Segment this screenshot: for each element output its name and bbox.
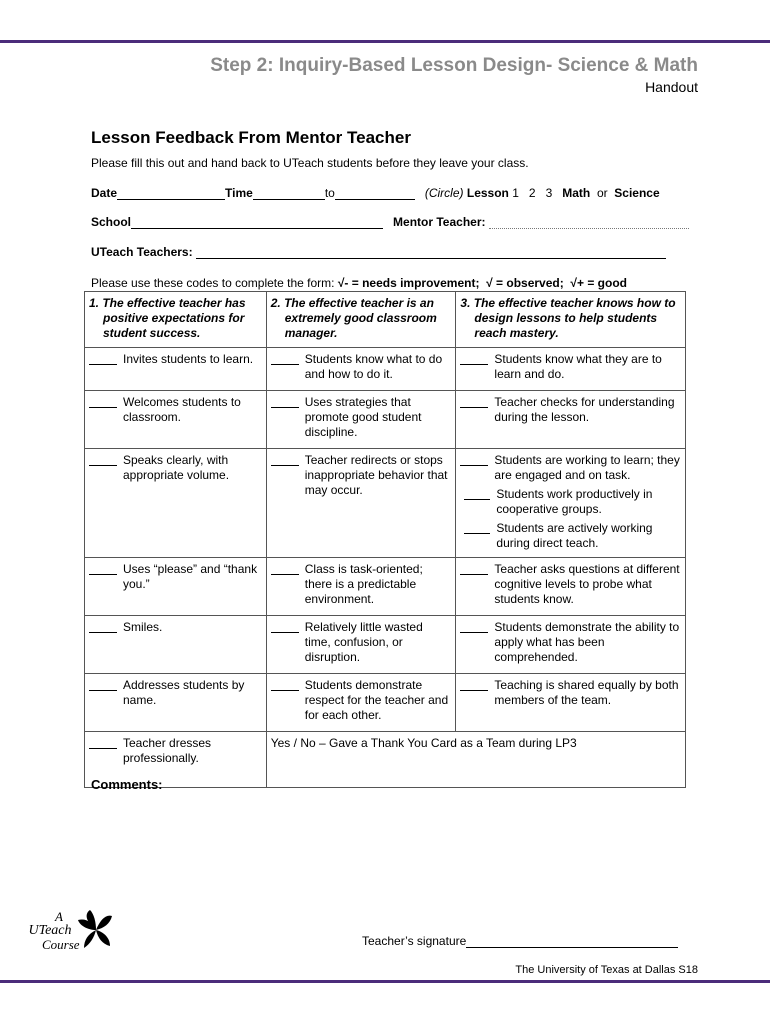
mentor-field[interactable] (489, 216, 689, 229)
table-row (85, 391, 686, 449)
criterion: Relatively little wasted time, confusion, or disruption. (304, 620, 423, 664)
rating-blank[interactable] (460, 353, 488, 365)
signature-field[interactable] (466, 935, 678, 948)
rating-blank[interactable] (271, 563, 299, 575)
header-col-2: 2. The effective teacher is an extremely good classroom manager. (266, 292, 456, 348)
or-label: or (596, 186, 608, 200)
criterion: Students are working to learn; they are engaged and on task. (494, 453, 680, 482)
feedback-table (84, 291, 686, 788)
top-rule (0, 40, 770, 43)
rating-blank[interactable] (89, 563, 117, 575)
uteach-label: UTeach Teachers: (91, 245, 193, 259)
bottom-rule (0, 980, 770, 983)
rating-blank[interactable] (89, 454, 117, 466)
rating-blank[interactable] (271, 454, 299, 466)
rating-blank[interactable] (271, 396, 299, 408)
criterion: Teacher redirects or stops inappropriate behavior that may occur. (304, 453, 448, 497)
logo-line-3: Course (42, 937, 80, 952)
thank-you-note[interactable]: Yes / No – Gave a Thank You Card as a Team during LP3 (266, 732, 685, 788)
table-row (85, 558, 686, 616)
logo-line-2: UTeach (28, 923, 72, 938)
school-line (91, 215, 689, 229)
criterion: Uses strategies that promote good student discipline. (304, 395, 422, 439)
rating-blank[interactable] (460, 563, 488, 575)
date-field[interactable] (117, 187, 225, 200)
criterion: Teacher dresses professionally. (123, 736, 212, 765)
rating-blank[interactable] (460, 396, 488, 408)
science-option[interactable]: Science (614, 186, 660, 200)
rating-blank[interactable] (464, 522, 490, 534)
codes-intro: Please use these codes to complete the form: (91, 276, 335, 290)
rating-blank[interactable] (271, 679, 299, 691)
footer-text: The University of Texas at Dallas S18 (515, 964, 698, 976)
table-row (85, 348, 686, 391)
code-needs-improvement: √- = needs improvement; (337, 276, 480, 290)
rating-blank[interactable] (89, 621, 117, 633)
rating-blank[interactable] (271, 353, 299, 365)
table-header-row (85, 292, 686, 348)
lesson-numbers[interactable]: 1 2 3 (512, 186, 553, 200)
comments-label: Comments: (91, 777, 163, 792)
date-time-line (91, 186, 660, 200)
criterion: Students know what to do and how to do it. (304, 352, 443, 381)
lesson-label: Lesson (466, 186, 509, 200)
rating-blank[interactable] (89, 737, 117, 749)
rating-blank[interactable] (464, 488, 490, 500)
rating-blank[interactable] (271, 621, 299, 633)
school-field[interactable] (131, 216, 383, 229)
code-good: √+ = good (570, 276, 627, 290)
criterion: Students work productively in cooperative groups. (496, 487, 653, 516)
rating-blank[interactable] (460, 454, 488, 466)
criterion: Teaching is shared equally by both members of the team. (494, 678, 679, 707)
criterion: Teacher asks questions at different cognitive levels to probe what students know. (494, 562, 680, 606)
instructions: Please fill this out and hand back to UTeach students before they leave your class. (91, 156, 529, 170)
circle-label: (Circle) (424, 186, 464, 200)
code-observed: √ = observed; (486, 276, 564, 290)
criterion: Smiles. (123, 620, 163, 634)
criterion: Speaks clearly, with appropriate volume. (123, 453, 230, 482)
criterion: Students are actively working during direct teach. (496, 521, 653, 550)
criterion: Students demonstrate respect for the teacher and for each other. (304, 678, 449, 722)
logo-text (22, 910, 78, 952)
table-row (85, 616, 686, 674)
table-row (85, 674, 686, 732)
uteach-leaf-icon (76, 908, 116, 952)
criterion: Class is task-oriented; there is a predictable environment. (304, 562, 423, 606)
rating-blank[interactable] (89, 679, 117, 691)
form-heading: Lesson Feedback From Mentor Teacher (91, 128, 411, 147)
time-label: Time (225, 186, 253, 200)
mentor-label: Mentor Teacher: (393, 215, 486, 229)
uteach-field[interactable] (196, 246, 666, 259)
codes-line (91, 276, 627, 290)
logo-line-1: A (55, 909, 63, 924)
rating-blank[interactable] (460, 621, 488, 633)
to-label: to (324, 186, 335, 200)
math-option[interactable]: Math (562, 186, 591, 200)
criterion: Uses “please” and “thank you.” (123, 562, 258, 591)
criterion: Addresses students by name. (123, 678, 245, 707)
rating-blank[interactable] (460, 679, 488, 691)
criterion: Invites students to learn. (123, 352, 254, 366)
criterion: Teacher checks for understanding during the lesson. (494, 395, 675, 424)
criterion: Students know what they are to learn and do. (494, 352, 662, 381)
table-row (85, 449, 686, 558)
header-col-3: 3. The effective teacher knows how to design lessons to help students reach mastery. (456, 292, 686, 348)
time-start-field[interactable] (253, 187, 325, 200)
page-title: Step 2: Inquiry-Based Lesson Design- Science & Math (210, 55, 698, 76)
header-col-1: 1. The effective teacher has positive expectations for student success. (85, 292, 267, 348)
uteach-line (91, 245, 666, 259)
criterion: Welcomes students to classroom. (123, 395, 241, 424)
criterion: Students demonstrate the ability to apply what has been comprehended. (494, 620, 680, 664)
table-row (85, 732, 686, 788)
school-label: School (91, 215, 132, 229)
uteach-logo (22, 906, 114, 966)
rating-blank[interactable] (89, 396, 117, 408)
rating-blank[interactable] (89, 353, 117, 365)
date-label: Date (91, 186, 118, 200)
signature-line (362, 934, 678, 948)
page-subtitle: Handout (645, 79, 698, 95)
signature-label: Teacher’s signature (362, 934, 467, 948)
time-end-field[interactable] (335, 187, 415, 200)
